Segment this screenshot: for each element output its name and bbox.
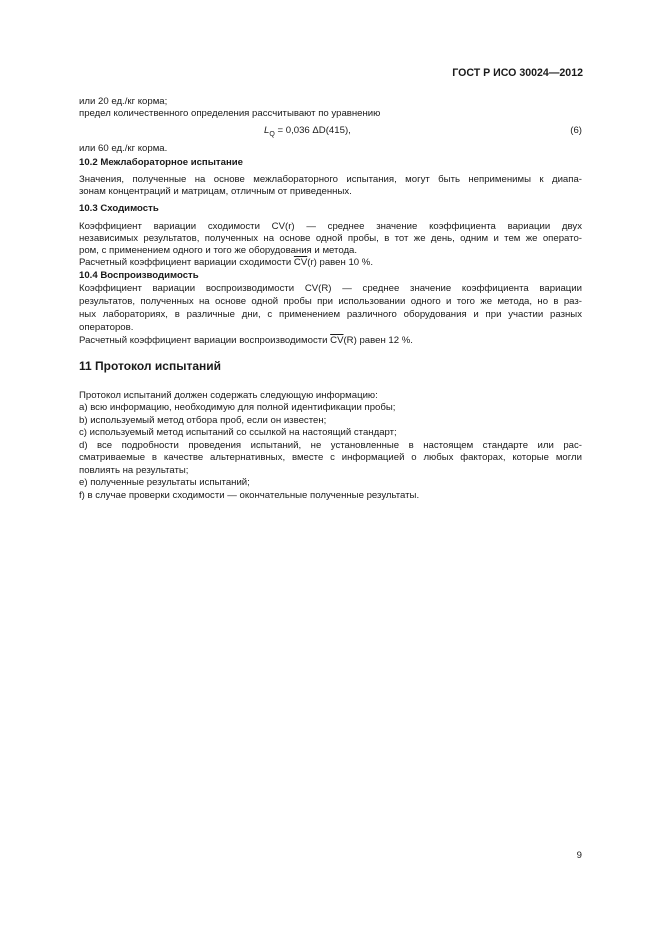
intro-line-2: предел количественного определения рассчитывают по уравнению — [79, 108, 381, 119]
s10-4-para-line-4: операторов. — [79, 322, 134, 333]
list-item-c: c) используемый метод испытаний со ссылкой на настоящий стандарт; — [79, 427, 397, 438]
s10-4-text-end: (R) равен 12 %. — [343, 335, 413, 346]
heading-10-2: 10.2 Межлабораторное испытание — [79, 157, 243, 168]
list-item-a: a) всю информацию, необходимую для полной идентификации пробы; — [79, 402, 396, 413]
equation-number: (6) — [570, 125, 582, 136]
formula-lhs: L — [264, 125, 270, 136]
s10-3-text-end: (r) равен 10 %. — [307, 257, 373, 268]
formula-subscript: Q — [269, 130, 275, 138]
s10-4-para-line-3: ных лабораториях, в различные дни, с применением различного оборудования и при участии разных — [79, 309, 582, 320]
s10-4-text: Расчетный коэффициент вариации воспроизводимости — [79, 335, 331, 346]
list-item-d-line-3: повлиять на результаты; — [79, 465, 189, 476]
heading-10-4: 10.4 Воспроизводимость — [79, 270, 199, 281]
formula-6 — [264, 125, 351, 141]
formula-rhs: = 0,036 ΔD(415), — [274, 125, 351, 136]
s10-4-para-line-5 — [79, 335, 413, 347]
s10-3-text: Расчетный коэффициент вариации сходимости — [79, 257, 294, 268]
heading-11: 11 Протокол испытаний — [79, 359, 221, 373]
s10-4-para-line-1: Коэффициент вариации воспроизводимости CV(R) — среднее значение коэффициента вариации — [79, 283, 582, 294]
cv-overline: $\overline{CV}$ — [293, 257, 308, 268]
intro-line-3: или 60 ед./кг корма. — [79, 143, 168, 154]
list-item-d-line-2: сматриваемые в качестве альтернативных, вместе с информацией о любых факторах, которые могли — [79, 452, 582, 463]
document-header: ГОСТ Р ИСО 30024—2012 — [452, 67, 583, 79]
s10-2-para-line-2: зонам концентраций и матрицам, отличным от приведенных. — [79, 186, 352, 197]
page-number: 9 — [576, 850, 582, 861]
s10-3-para-line-2: независимых результатов, полученных на основе одной пробы, в тот же день, одним и тем же операто- — [79, 233, 582, 244]
list-item-f: f) в случае проверки сходимости — окончательные полученные результаты. — [79, 490, 420, 501]
s10-4-para-line-2: результатов, полученных на основе одной пробы при использовании одного и того же метода, но в раз- — [79, 296, 582, 307]
list-item-e: e) полученные результаты испытаний; — [79, 477, 250, 488]
s10-3-para-line-1: Коэффициент вариации сходимости CV(r) — среднее значение коэффициента вариации двух — [79, 221, 582, 232]
s10-3-para-line-3: ром, с применением одного и того же оборудования и метода. — [79, 245, 358, 256]
s10-2-para-line-1: Значения, полученные на основе межлабораторного испытания, могут быть неприменимы к диапа- — [79, 174, 582, 185]
cv-overline: $\overline{CV}$ — [330, 335, 344, 346]
heading-10-3: 10.3 Сходимость — [79, 203, 159, 214]
list-item-b: b) используемый метод отбора проб, если он известен; — [79, 415, 327, 426]
intro-line-1: или 20 ед./кг корма; — [79, 96, 168, 107]
s11-intro: Протокол испытаний должен содержать следующую информацию: — [79, 390, 378, 401]
list-item-d-line-1: d) все подробности проведения испытаний, не установленные в настоящем стандарте или рас- — [79, 440, 582, 451]
s10-3-para-line-4 — [79, 257, 373, 269]
